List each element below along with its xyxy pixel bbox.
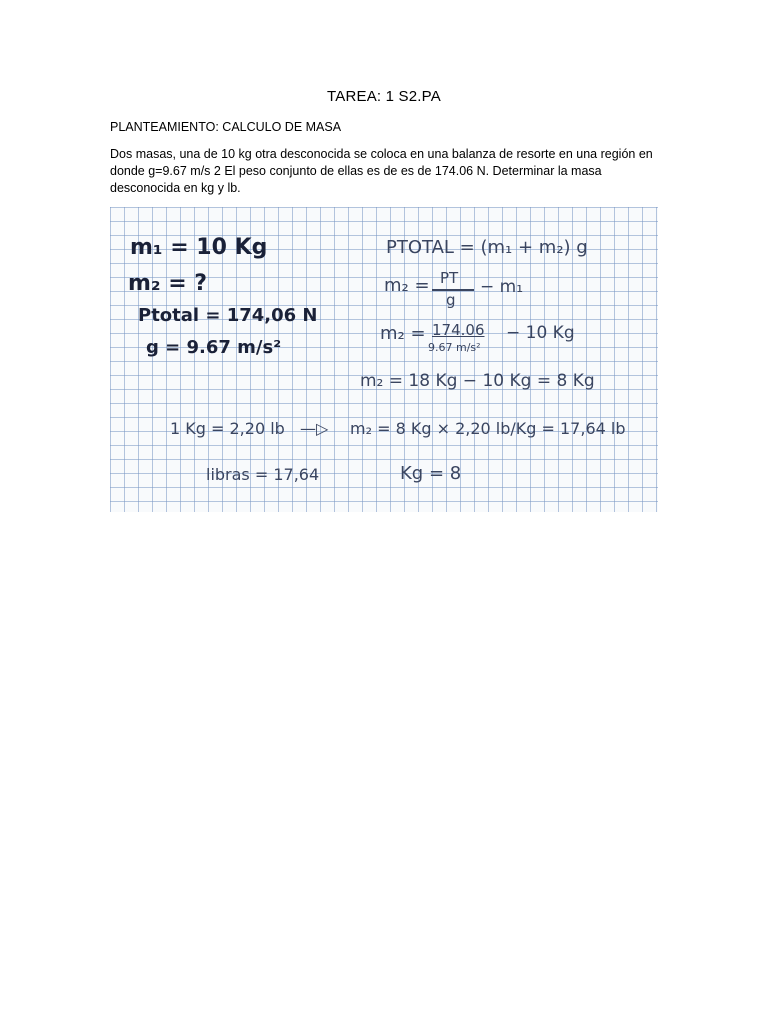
m2-result: m₂ = 18 Kg − 10 Kg = 8 Kg bbox=[360, 371, 595, 391]
m2-formula-prefix: m₂ = bbox=[384, 275, 430, 296]
problem-statement: Dos masas, una de 10 kg otra desconocida se coloca en una balanza de resorte en una región en donde g=9.67 m/s 2 El peso conjunto de ellas es de es de 174.06 N. Determinar la masa desconocida en kg y lb. bbox=[110, 147, 653, 195]
conversion-calculation: m₂ = 8 Kg × 2,20 lb/Kg = 17,64 lb bbox=[350, 419, 626, 438]
document-subtitle: PLANTEAMIENTO: CALCULO DE MASA bbox=[110, 120, 342, 134]
answer-libras: libras = 17,64 bbox=[206, 465, 320, 484]
m2-formula-suffix: − m₁ bbox=[480, 277, 524, 297]
m2-substitution-denominator: 9.67 m/s² bbox=[428, 341, 481, 354]
given-g: g = 9.67 m/s² bbox=[146, 337, 282, 358]
answer-kg: Kg = 8 bbox=[400, 463, 462, 484]
given-m1: m₁ = 10 Kg bbox=[130, 235, 268, 260]
m2-formula-numerator: PT bbox=[440, 269, 459, 287]
handwritten-solution-image bbox=[110, 207, 658, 512]
m2-formula-denominator: g bbox=[446, 291, 456, 309]
formula-ptotal: PTOTAL = (m₁ + m₂) g bbox=[386, 237, 588, 258]
arrow-icon: —▷ bbox=[300, 419, 329, 438]
m2-substitution-suffix: − 10 Kg bbox=[506, 323, 575, 343]
conversion-factor: 1 Kg = 2,20 lb bbox=[170, 419, 285, 438]
given-ptotal: Ptotal = 174,06 N bbox=[138, 305, 318, 326]
given-m2: m₂ = ? bbox=[128, 271, 208, 296]
document-title: TAREA: 1 S2.PA bbox=[327, 88, 441, 105]
m2-substitution-prefix: m₂ = bbox=[380, 323, 426, 344]
m2-substitution-numerator: 174.06 bbox=[432, 321, 485, 339]
